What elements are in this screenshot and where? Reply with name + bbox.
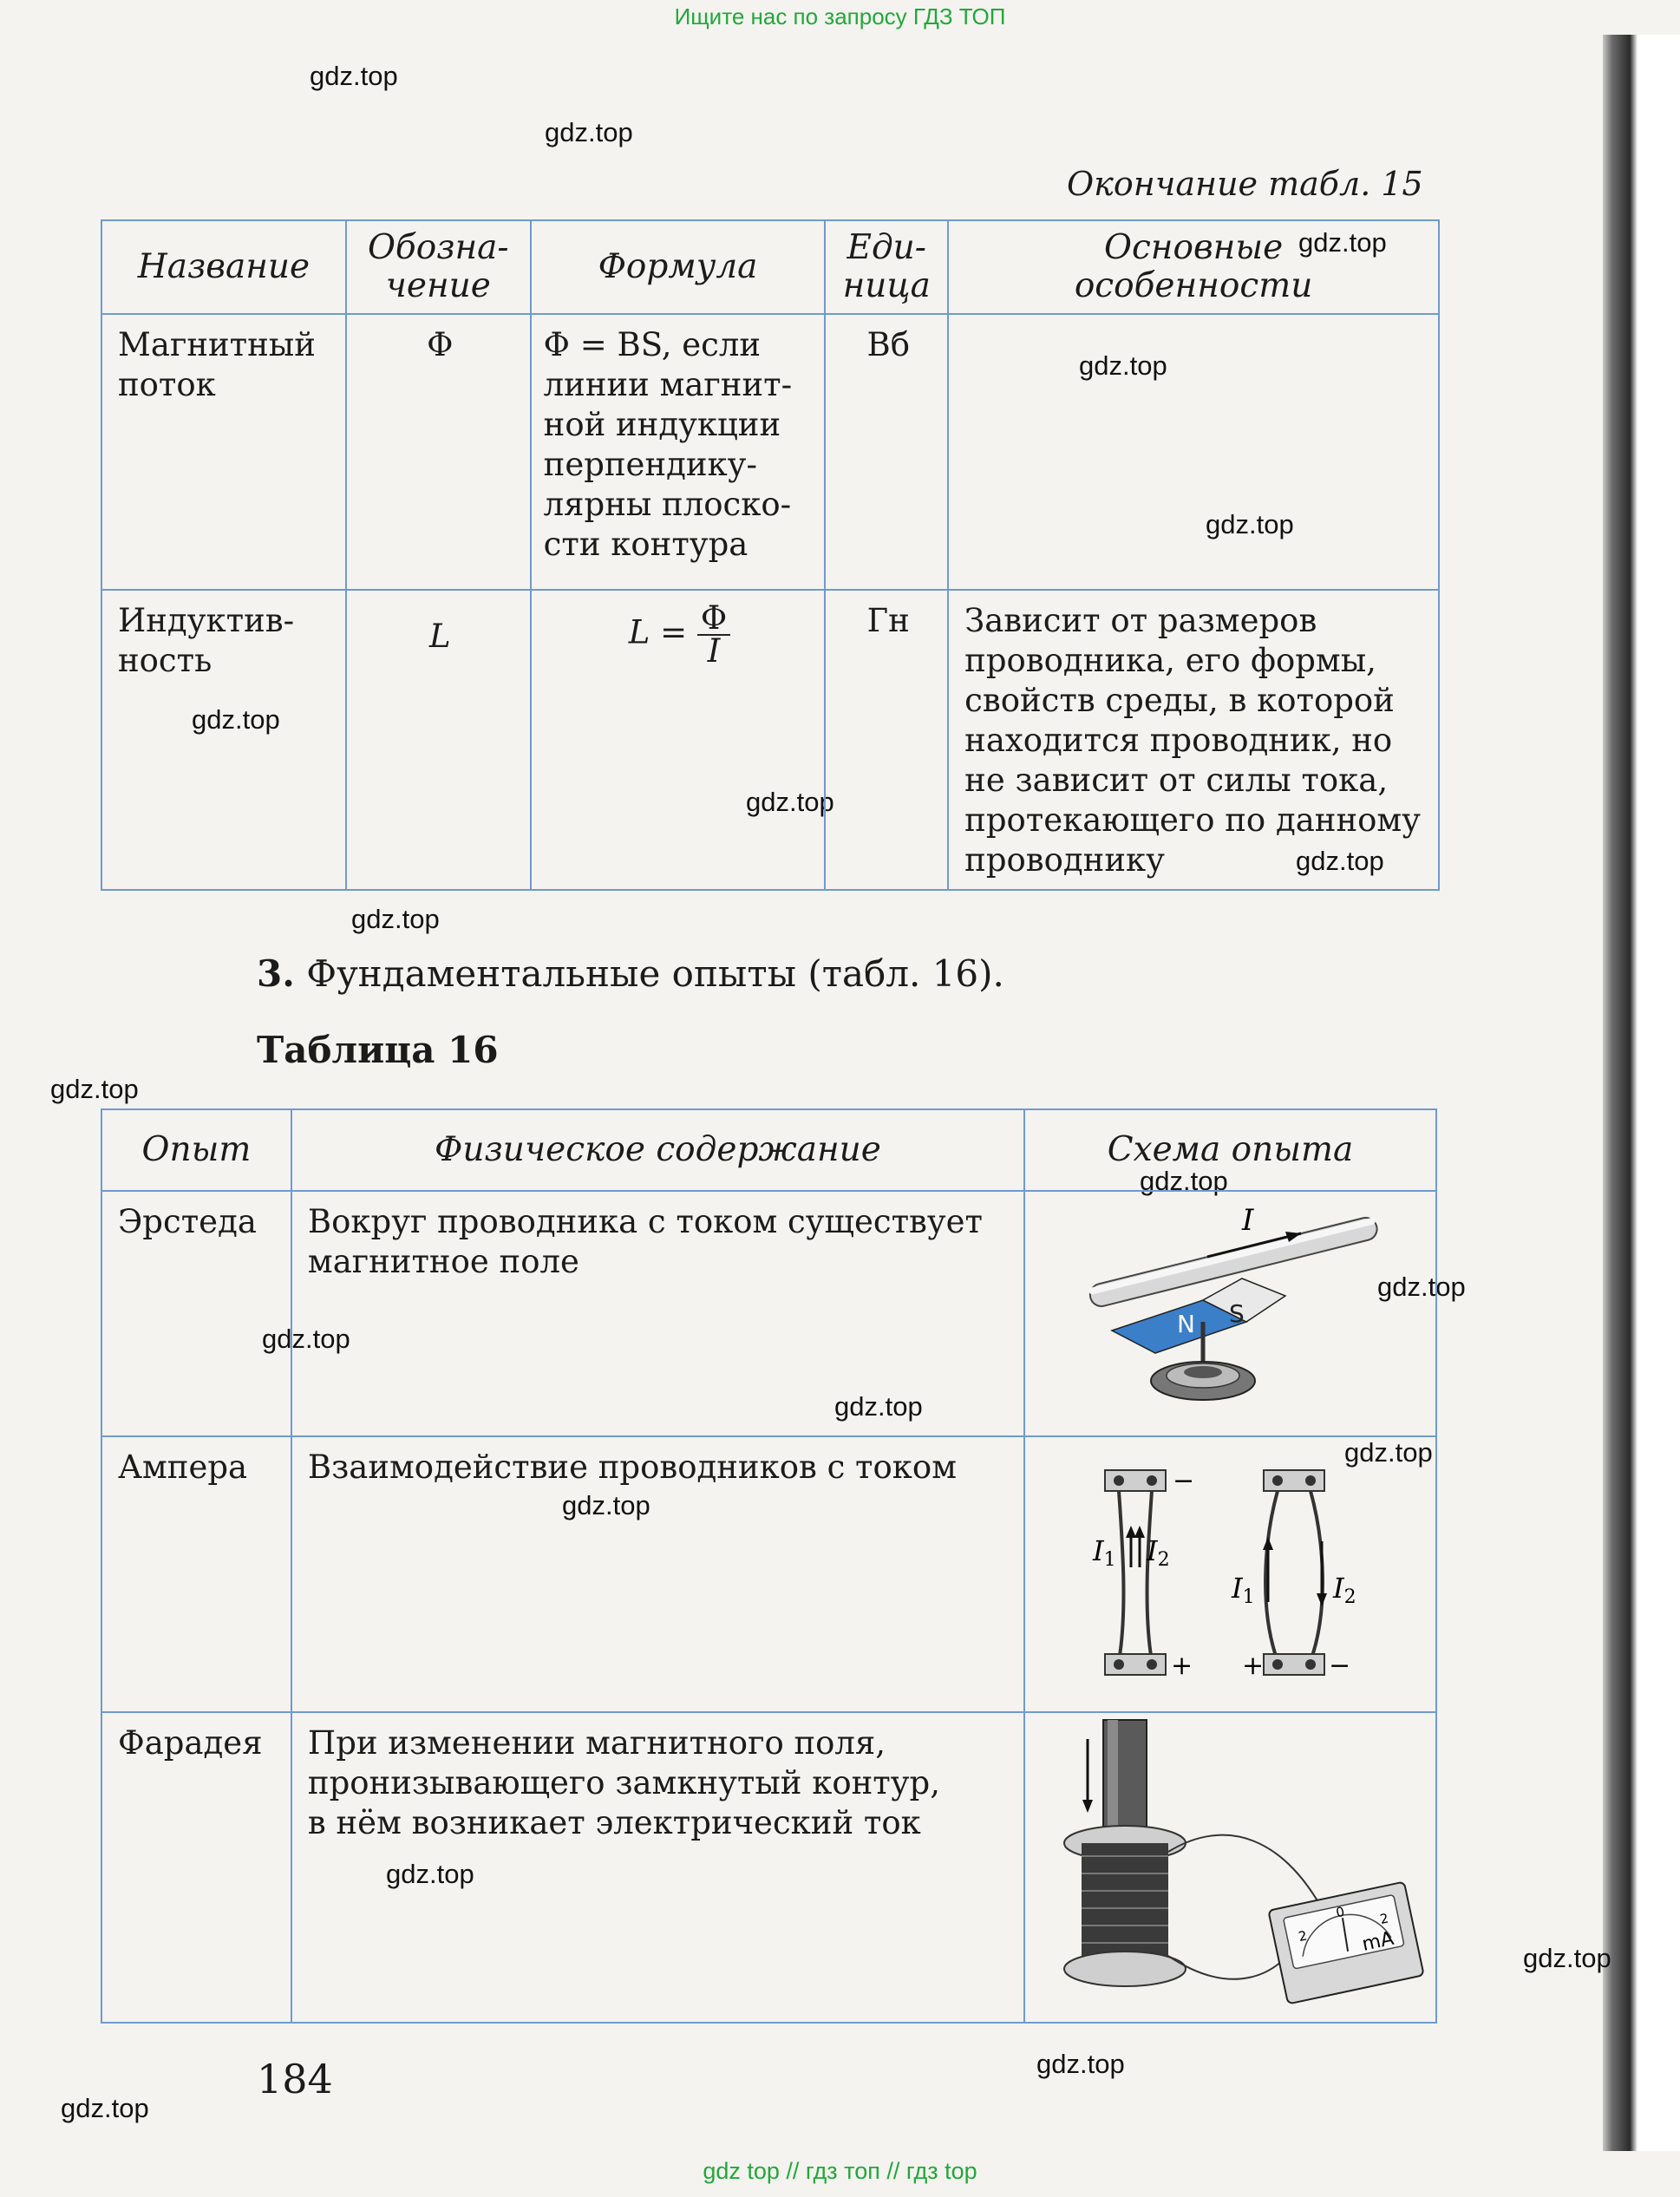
scale-left: 2 [1297,1927,1309,1945]
page-edge-shadow [1603,35,1680,2151]
col-header-experiment: Опыт [101,1109,291,1191]
watermark: gdz.top [1079,350,1167,381]
faraday-diagram-cell [1024,1712,1436,2023]
footer-banner[interactable]: gdz top // гдз топ // гдз top [703,2158,977,2184]
watermark: gdz.top [351,904,440,934]
page-number: 184 [257,2056,333,2102]
watermark: gdz.top [562,1490,650,1520]
row-name: Индуктив- ность [101,590,346,890]
watermark: gdz.top [1377,1272,1466,1302]
watermark: gdz.top [834,1391,923,1422]
table16-caption: Таблица 16 [257,1029,499,1071]
col-header-content: Физическое содержание [291,1109,1024,1191]
watermark: gdz.top [50,1074,139,1104]
watermark: gdz.top [1523,1943,1611,1973]
north-label: N [1177,1310,1195,1338]
galvanometer [1268,1882,1423,2004]
watermark: gdz.top [262,1324,350,1354]
experiment-content: При изменении магнитного поля, пронизывающего замкнутый контур, в нём возникает электрический ток [291,1712,1024,2023]
table-row [101,314,1439,590]
col-header-features: Основные особенности [948,220,1439,314]
watermark: gdz.top [1036,2049,1125,2079]
experiment-content: Вокруг проводника с током существует магнитное поле [291,1191,1024,1436]
experiment-name: Фарадея [101,1712,291,2023]
row-features: Зависит от размеров проводника, его формы, свойств среды, в которой находится проводник, но не зависит от силы тока, протекающего по данному проводнику [948,590,1439,890]
watermark: gdz.top [1140,1166,1228,1196]
scale-right: 2 [1378,1910,1390,1928]
header-banner[interactable]: Ищите нас по запросу ГДЗ ТОП [674,3,1006,29]
minus-label: − [1173,1466,1195,1496]
experiment-name: Ампера [101,1436,291,1712]
experiment-content: Взаимодействие проводников с током [291,1436,1024,1712]
svg-text:I1: I1 [1093,1534,1116,1571]
row-unit: Гн [825,590,948,890]
ampere-diagram [1025,1437,1433,1702]
faraday-diagram [1025,1713,1433,2012]
col-header-symbol: Обозна- чение [346,220,531,314]
current-i2: I [1147,1534,1158,1567]
col-header-name: Название [101,220,346,314]
col-header-scheme: Схема опыта [1024,1109,1436,1191]
plus-label: + [1171,1651,1193,1681]
col-header-formula: Формула [531,220,826,314]
experiment-name: Эрстеда [101,1191,291,1436]
table15-caption: Окончание табл. 15 [1067,165,1423,203]
svg-text:I1: I1 [1232,1572,1255,1608]
table-row [101,1436,1436,1712]
section-heading: 3. Фундаментальные опыты (табл. 16). [257,952,1004,995]
ampere-diagram-cell [1024,1436,1436,1712]
table16-header-row [101,1109,1436,1191]
current-i2: I [1333,1572,1344,1605]
watermark: gdz.top [192,704,280,735]
table-row [101,1712,1436,2023]
south-label: S [1229,1299,1245,1328]
watermark: gdz.top [386,1859,474,1889]
current-i1: I [1093,1534,1104,1567]
row-symbol: L [346,590,531,890]
current-i1: I [1232,1572,1243,1605]
table16 [101,1108,1437,2024]
row-symbol: Φ [346,314,531,590]
meter-unit: mA [1360,1927,1396,1956]
watermark: gdz.top [310,61,398,91]
watermark: gdz.top [1206,509,1294,539]
plus-label: + [1242,1651,1265,1681]
watermark: gdz.top [1298,227,1387,258]
table-row [101,590,1439,890]
col-header-unit: Еди- ница [825,220,948,314]
svg-text:I2: I2 [1147,1534,1170,1571]
table15-header-row [101,220,1439,314]
watermark: gdz.top [746,787,834,817]
scale-mid: 0 [1334,1903,1346,1921]
row-formula: Φ = BS, если линии магнит- ной индукции перпендику- лярны плоско- сти контура [531,314,826,590]
row-features [948,314,1439,590]
coil [1082,1843,1168,1965]
table15 [101,219,1440,891]
row-name: Магнитный поток [101,314,346,590]
watermark: gdz.top [61,2093,149,2123]
watermark: gdz.top [1296,846,1384,876]
table-row [101,1191,1436,1436]
oersted-diagram [1025,1192,1433,1426]
minus-label: − [1329,1651,1351,1681]
oersted-diagram-cell [1024,1191,1436,1436]
watermark: gdz.top [545,117,633,147]
svg-text:I2: I2 [1333,1572,1356,1608]
row-formula: L = $\frac{\Phi}{I}$ [531,590,826,890]
row-unit: Вб [825,314,948,590]
watermark: gdz.top [1344,1437,1433,1468]
current-label: I [1242,1203,1254,1238]
